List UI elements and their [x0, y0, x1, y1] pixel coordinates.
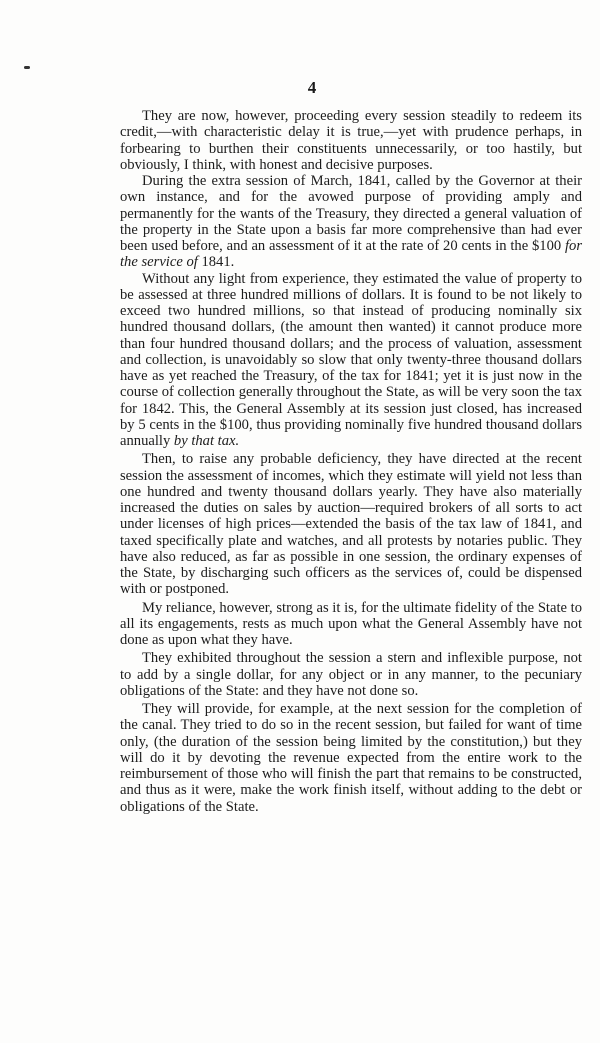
text-run: They exhibited throughout the session a stern and inflexible purpose, not to add by a single dollar, for any object or in any manner, to the pecuniary obligations of the State: and they have not done so. [120, 650, 582, 699]
paragraph-5 [120, 600, 582, 649]
paragraph-4 [120, 451, 582, 597]
italic-text: for the service of [120, 238, 582, 271]
text-run: During the extra session of March, 1841, called by the Governor at their own instance, and for the avowed purpose of providing amply and permanently for the wants of the Treasury, they directed a general valuation of the property in the State upon a basis far more comprehensive than had ever been used before, and an assessment of it at the rate of 20 cents in the $100 [120, 173, 582, 254]
text-run: They are now, however, proceeding every session steadily to redeem its credit,—with characteristic delay it is true,—yet with prudence perhaps, in forbearing to burthen their constituents unnecessarily, or too hastily, but obviously, I think, with honest and decisive purposes. [120, 108, 582, 173]
page-number: 4 [307, 78, 317, 97]
paragraph-7 [120, 701, 582, 815]
ink-speck [24, 66, 30, 69]
text-run: Without any light from experience, they estimated the value of property to be assessed at three hundred millions of dollars. It is found to be not likely to exceed two hundred millions, so that instead of producing nominally six hundred thousand dollars, (the amount then wanted) it cannot produce more than four hundred thousand dollars; and the process of valuation, assessment and collection, is unavoidably so slow that only twenty-three thousand dollars have as yet reached the Treasury, of the tax for 1841; yet it is just now in the course of collection generally throughout the State, as will be very soon the tax for 1842. This, the General Assembly at its session just closed, has increased by 5 cents in the $100, thus providing nominally five hundred thousand dollars annually [120, 270, 583, 449]
text-run: They will provide, for example, at the next session for the completion of the canal. They tried to do so in the recent session, but failed for want of time only, (the duration of the session being limited by the constitution,) but they will do it by devoting the revenue expected from the entire work to the reimbursement of those who will finish the part that remains to be constructed, and thus as it were, make the work finish itself, without adding to the debt or obligations of the State. [120, 701, 582, 815]
italic-text: by that tax. [173, 433, 240, 449]
paragraph-1 [120, 108, 582, 173]
paragraph-3 [120, 271, 582, 450]
paragraph-6 [120, 650, 582, 699]
text-run: 1841. [197, 254, 235, 271]
body-text [120, 108, 582, 815]
paragraph-2 [120, 173, 582, 271]
text-run: My reliance, however, strong as it is, for the ultimate fidelity of the State to all its engagements, rests as much upon what the General Assembly have not done as upon what they have. [120, 599, 582, 648]
text-run: Then, to raise any probable deficiency, they have directed at the recent session the assessment of incomes, which they estimate will yield not less than one hundred and twenty thousand dollars yearly. They have also materially increased the duties on sales by auction—required brokers of all sorts to act under licenses of high prices—extended the basis of the tax law of 1841, and taxed specifically plate and watches, and all protests by notaries public. They have also reduced, as far as possible in one session, the ordinary expenses of the State, by discharging such officers as the services of, could be dispensed with or postponed. [120, 451, 582, 598]
